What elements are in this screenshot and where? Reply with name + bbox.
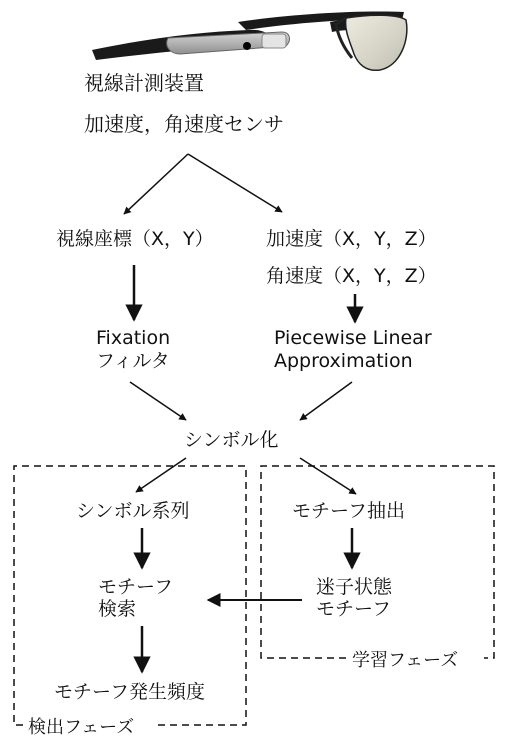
arrow-fixation-to-symbolize (130, 382, 186, 420)
arrow-device-to-gaze (124, 154, 188, 214)
motif-frequency-label: モチーフ発生頻度 (54, 681, 206, 703)
pla-label-line2: Approximation (274, 350, 413, 372)
eye-tracker-glasses-icon (92, 11, 407, 70)
pla-label-line1: Piecewise Linear (274, 327, 432, 349)
motif-search-line2: 検索 (98, 598, 137, 620)
symbol-series-label: シンボル系列 (76, 500, 190, 522)
gyro-label: 角速度（X，Y，Z） (266, 265, 437, 287)
learning-phase-box (261, 466, 494, 658)
arrow-symbolize-to-extract (300, 458, 356, 494)
arrow-device-to-accel (188, 154, 282, 212)
arrow-symbolize-to-series (136, 458, 186, 492)
motif-search-line1: モチーフ (98, 576, 174, 598)
gaze-coords-label: 視線座標（X，Y） (56, 228, 214, 250)
lost-motif-line1: 迷子状態 (316, 576, 393, 598)
symbolize-label: シンボル化 (184, 429, 279, 451)
fixation-label-line1: Fixation (96, 327, 171, 349)
accel-label: 加速度（X，Y，Z） (266, 228, 437, 250)
arrow-pla-to-symbolize (300, 382, 352, 420)
fixation-label-line2: フィルタ (96, 350, 170, 372)
lost-motif-line2: モチーフ (316, 598, 392, 620)
device-label-line1: 視線計測装置 (84, 71, 204, 95)
detection-phase-label: 検出フェーズ (28, 717, 135, 738)
learning-phase-label: 学習フェーズ (352, 650, 459, 671)
motif-extract-label: モチーフ抽出 (292, 500, 406, 522)
device-label-line2: 加速度，角速度センサ (84, 112, 284, 136)
